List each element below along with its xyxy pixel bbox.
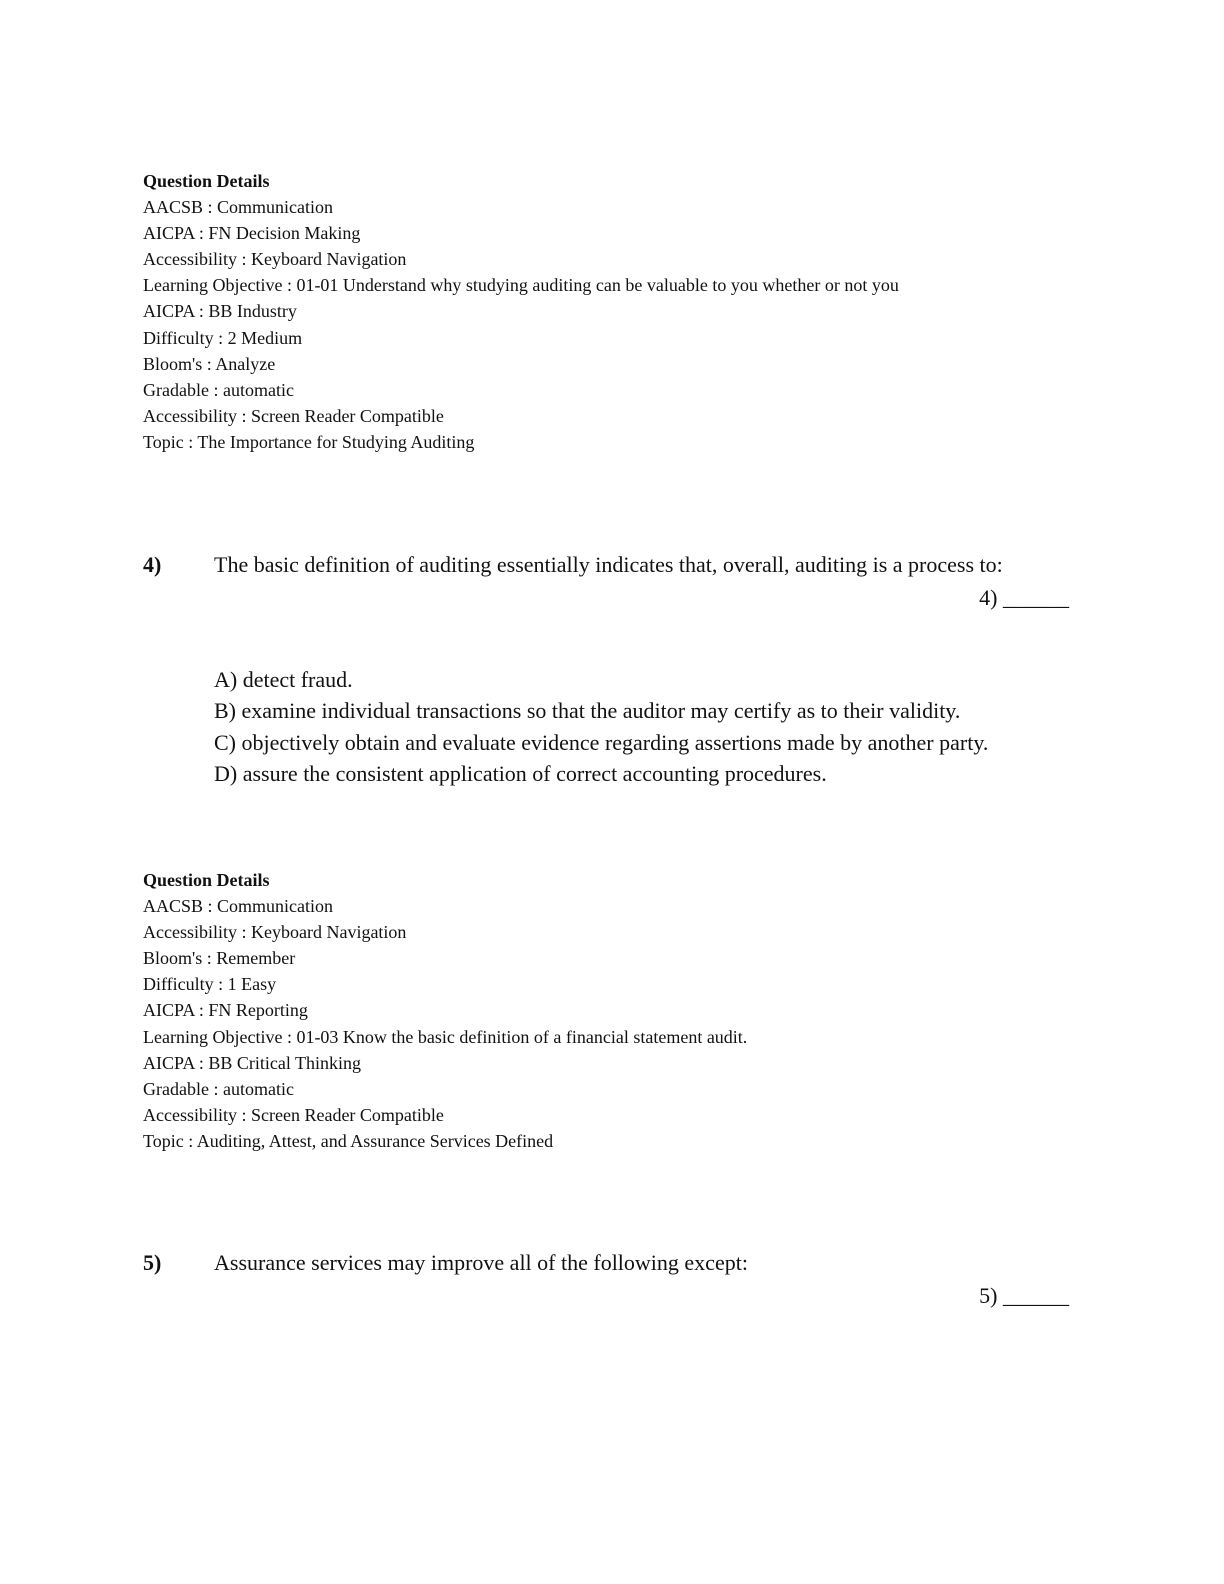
detail-line: Learning Objective : 01-03 Know the basic definition of a financial statement audit. (143, 1026, 748, 1047)
question-stem: Assurance services may improve all of the following except: (214, 1250, 748, 1275)
detail-line: AICPA : BB Critical Thinking (143, 1052, 362, 1073)
detail-line: Difficulty : 1 Easy (143, 974, 277, 995)
question-details-block-1 (143, 168, 899, 455)
option-d[interactable]: D) assure the consistent application of correct accounting procedures. (214, 760, 827, 786)
detail-line: Bloom's : Analyze (143, 353, 276, 374)
detail-line: Accessibility : Screen Reader Compatible (143, 405, 444, 426)
answer-blank[interactable]: 4) ______ (979, 585, 1069, 610)
detail-line: Gradable : automatic (143, 379, 294, 400)
question-stem: The basic definition of auditing essentially indicates that, overall, auditing is a process to: (214, 552, 1003, 577)
answer-blank[interactable]: 5) ______ (979, 1283, 1069, 1308)
detail-line: Difficulty : 2 Medium (143, 327, 303, 348)
option-b[interactable]: B) examine individual transactions so that the auditor may certify as to their validity. (214, 698, 961, 724)
detail-line: AACSB : Communication (143, 896, 334, 917)
detail-line: Accessibility : Keyboard Navigation (143, 922, 407, 943)
details-heading: Question Details (143, 171, 270, 191)
option-a[interactable]: A) detect fraud. (214, 667, 353, 692)
detail-line: Learning Objective : 01-01 Understand why studying auditing can be valuable to you whether or not you (143, 275, 899, 296)
detail-line: Topic : The Importance for Studying Auditing (143, 431, 475, 452)
detail-line: Bloom's : Remember (143, 948, 296, 969)
question-number: 5) (143, 1250, 162, 1275)
detail-line: Accessibility : Keyboard Navigation (143, 249, 407, 270)
detail-line: Topic : Auditing, Attest, and Assurance Services Defined (143, 1130, 554, 1151)
detail-line: AICPA : BB Industry (143, 301, 297, 322)
detail-line: AACSB : Communication (143, 197, 334, 218)
detail-line: Gradable : automatic (143, 1078, 294, 1099)
details-heading: Question Details (143, 870, 270, 890)
detail-line: AICPA : FN Decision Making (143, 223, 361, 244)
question-number: 4) (143, 552, 162, 577)
detail-line: AICPA : FN Reporting (143, 1000, 308, 1021)
option-c[interactable]: C) objectively obtain and evaluate evidence regarding assertions made by another party. (214, 729, 989, 755)
detail-line: Accessibility : Screen Reader Compatible (143, 1104, 444, 1125)
question-details-block-2 (143, 867, 747, 1154)
question-4-options (214, 664, 988, 789)
